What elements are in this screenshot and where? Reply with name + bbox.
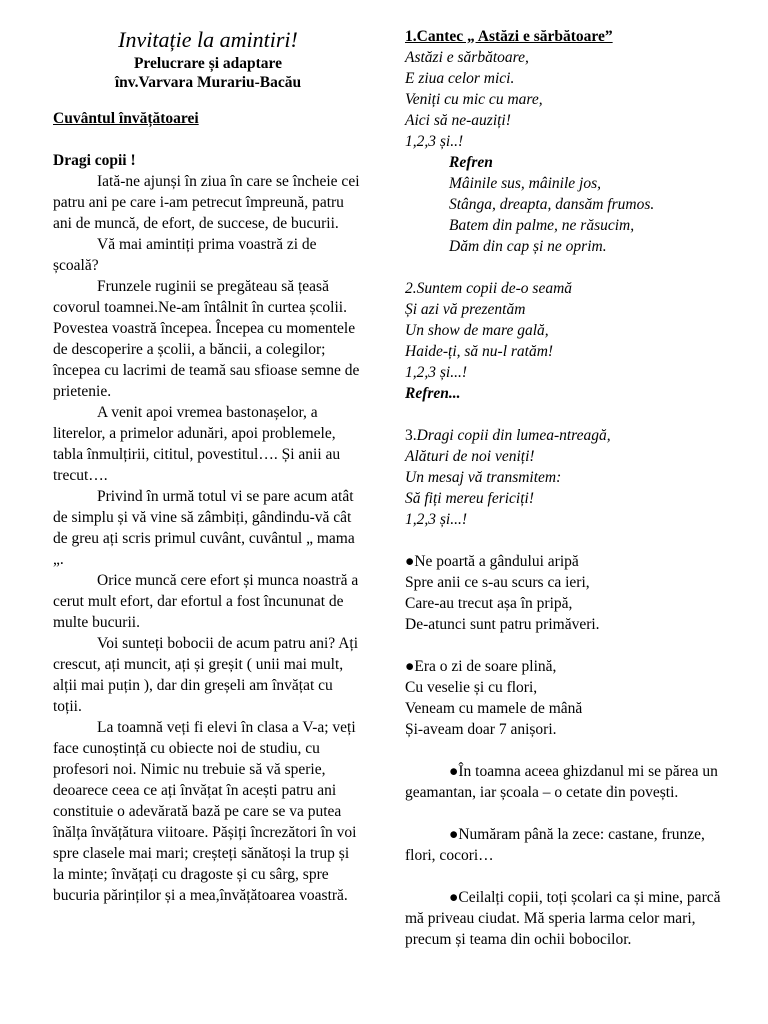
subtitle-author: înv.Varvara Murariu-Bacău: [114, 74, 302, 91]
refrain: [405, 152, 735, 257]
verse-line: Și azi vă prezentăm: [405, 301, 526, 318]
document-title: Invitație la amintiri!: [118, 27, 298, 52]
greeting: Dragi copii !: [53, 152, 136, 169]
refrain-line: Dăm din cap și ne oprim.: [449, 238, 607, 255]
paragraph: Orice muncă cere efort și munca noastră a cerut mult efort, dar efortul a fost încununat de multe bucurii.: [53, 572, 359, 631]
verse-line: Un show de mare gală,: [405, 322, 549, 339]
refrain-line: Stânga, dreapta, dansăm frumos.: [449, 196, 655, 213]
subtitle-adaptation: Prelucrare și adaptare: [133, 55, 283, 72]
verse-line: E ziua celor mici.: [405, 70, 515, 87]
refrain-repeat: Refren...: [405, 385, 461, 402]
poem-line: Spre anii ce s-au scurs ca ieri,: [405, 574, 590, 591]
memory-bullet: ●În toamna aceea ghizdanul mi se părea un geamantan, iar școala – o cetate din povești.: [405, 763, 718, 801]
poem-line: Care-au trecut așa în pripă,: [405, 595, 573, 612]
verse-3: [405, 425, 735, 530]
verse-1: [405, 47, 735, 152]
verse-line: Veniți cu mic cu mare,: [405, 91, 543, 108]
verse-line: 1,2,3 și...!: [405, 364, 467, 381]
song-title: 1.Cantec „ Astăzi e sărbătoare”: [405, 28, 613, 45]
verse-line: Un mesaj vă transmitem:: [405, 469, 562, 486]
verse-line: Aici să ne-auziți!: [405, 112, 511, 129]
refrain-line: Mâinile sus, mâinile jos,: [449, 175, 601, 192]
memory-bullet: ●Ceilalți copii, toți școlari ca și mine, parcă mă priveau ciudat. Mă speria larma celor mari, precum și teama din ochii bobocilor.: [405, 889, 721, 948]
section-heading: Cuvântul învățătoarei: [53, 110, 199, 127]
verse-line: Alături de noi veniți!: [405, 448, 535, 465]
refrain-line: Batem din palme, ne răsucim,: [449, 217, 635, 234]
verse-line: 1,2,3 și..!: [405, 133, 464, 150]
verse-2: [405, 278, 735, 404]
paragraph: A venit apoi vremea bastonașelor, a literelor, a primelor adunări, apoi problemele, tabla înmulțirii, cititul, povestitul…. Și anii au trecut….: [53, 404, 341, 484]
paragraph: Voi sunteți bobocii de acum patru ani? Ați crescut, ați muncit, ați și greșit ( unii mai mult, alții mai puțin ), dar din greșeli am învățat cu toții.: [53, 635, 359, 715]
refrain-label: Refren: [449, 154, 493, 171]
paragraph: Privind în urmă totul vi se pare acum atât de simplu și vă vine să zâmbiți, gândindu-vă cât de greu ați scris primul cuvânt, cuvântul „ mama „.: [53, 488, 355, 568]
verse-line: Haide-ți, să nu-l ratăm!: [405, 343, 554, 360]
poem-line: Veneam cu mamele de mână: [405, 700, 583, 717]
left-column: [53, 26, 363, 906]
verse-line: 2.Suntem copii de-o seamă: [405, 280, 573, 297]
poem-line: ●Ne poartă a gândului aripă: [405, 553, 579, 570]
verse-line: 3.Dragi copii din lumea-ntreagă,: [405, 427, 611, 444]
poem-line: ●Era o zi de soare plină,: [405, 658, 557, 675]
paragraph: La toamnă veți fi elevi în clasa a V-a; veți face cunoștință cu obiecte noi de studiu, cu profesori noi. Nimic nu trebuie să vă sperie, deoarece ceea ce ați învățat în acești patru ani constituie o adevărată bază pe care se va putea înălța învățătura viitoare. Pășiți încrezători în voi spre clasele mai mari; creșteți sănătoși la trup și la minte; învățați cu dragoste și cu sârg, spre bucuria părinților și a mea,învățătoarea voastră.: [53, 719, 357, 904]
poem-line: De-atunci sunt patru primăveri.: [405, 616, 600, 633]
verse-line: Astăzi e sărbătoare,: [405, 49, 529, 66]
poem-line: Cu veselie și cu flori,: [405, 679, 538, 696]
verse-line: Să fiți mereu fericiți!: [405, 490, 534, 507]
poem-stanza-2: [405, 656, 735, 740]
paragraph: Vă mai amintiți prima voastră zi de școală?: [53, 236, 317, 274]
poem-line: Și-aveam doar 7 anișori.: [405, 721, 557, 738]
paragraph: Iată-ne ajunși în ziua în care se încheie cei patru ani pe care i-am petrecut împreună, patru ani de muncă, de efort, de succese, de bucurii.: [53, 173, 360, 232]
paragraph: Frunzele ruginii se pregăteau să țeasă covorul toamnei.Ne-am întâlnit în curtea școlii. Povestea voastră începea. Începea cu momentele de descoperire a școlii, a băncii, a colegilor; începea cu lacrimi de teamă sau sfioase semne de prietenie.: [53, 278, 360, 400]
poem-stanza-1: [405, 551, 735, 635]
verse-line: 1,2,3 și...!: [405, 511, 467, 528]
memory-bullet: ●Număram până la zece: castane, frunze, flori, cocori…: [405, 826, 705, 864]
right-column: [405, 26, 735, 950]
